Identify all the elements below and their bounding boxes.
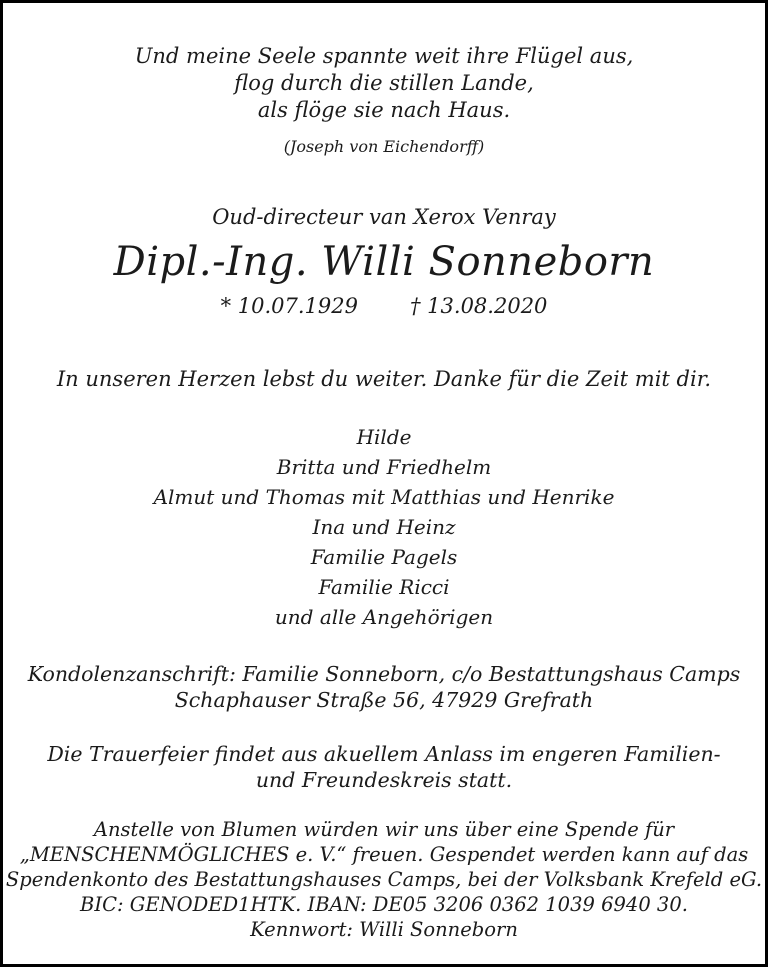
death-date: † 13.08.2020 bbox=[410, 294, 548, 318]
deceased-pre-title: Oud-directeur van Xerox Venray bbox=[212, 205, 556, 229]
poem-line: flog durch die stillen Lande, bbox=[234, 71, 534, 95]
mourner-name: Familie Pagels bbox=[310, 545, 458, 569]
mourner-name: Ina und Heinz bbox=[312, 515, 456, 539]
ceremony-notice bbox=[3, 741, 765, 793]
ceremony-line1: Die Trauerfeier findet aus akuellem Anlass im engeren Familien- bbox=[47, 742, 721, 766]
condolence-address bbox=[3, 661, 765, 713]
mourner-name: Almut und Thomas mit Matthias und Henrike bbox=[153, 485, 615, 509]
opening-poem bbox=[3, 43, 765, 124]
deceased-name: Dipl.-Ing. Willi Sonneborn bbox=[113, 239, 655, 285]
mourner-name: Hilde bbox=[356, 425, 412, 449]
condolence-address-line1: Kondolenzanschrift: Familie Sonneborn, c/o Bestattungshaus Camps bbox=[27, 662, 741, 686]
tribute-line: In unseren Herzen lebst du weiter. Danke für die Zeit mit dir. bbox=[56, 367, 712, 391]
donation-line: Kennwort: Willi Sonneborn bbox=[250, 918, 518, 941]
donation-line: BIC: GENODED1HTK. IBAN: DE05 3206 0362 1039 6940 30. bbox=[80, 893, 688, 916]
life-dates bbox=[3, 293, 765, 320]
poem-line: Und meine Seele spannte weit ihre Flügel aus, bbox=[134, 44, 634, 68]
donation-line: „MENSCHENMÖGLICHES e. V.“ freuen. Gespendet werden kann auf das bbox=[19, 843, 749, 866]
mourners-list bbox=[3, 422, 765, 632]
birth-date: * 10.07.1929 bbox=[220, 294, 358, 318]
poem-line: als flöge sie nach Haus. bbox=[257, 98, 511, 122]
condolence-address-line2: Schaphauser Straße 56, 47929 Grefrath bbox=[174, 688, 594, 712]
donation-line: Spendenkonto des Bestattungshauses Camps, bei der Volksbank Krefeld eG. bbox=[5, 868, 763, 891]
mourner-name: Britta und Friedhelm bbox=[276, 455, 492, 479]
mourner-name: Familie Ricci bbox=[318, 575, 450, 599]
ceremony-line2: und Freundeskreis statt. bbox=[255, 768, 513, 792]
mourner-name: und alle Angehörigen bbox=[274, 605, 494, 629]
poem-attribution: (Joseph von Eichendorff) bbox=[283, 137, 485, 156]
donation-line: Anstelle von Blumen würden wir uns über eine Spende für bbox=[93, 818, 675, 841]
donation-notice bbox=[3, 817, 765, 942]
